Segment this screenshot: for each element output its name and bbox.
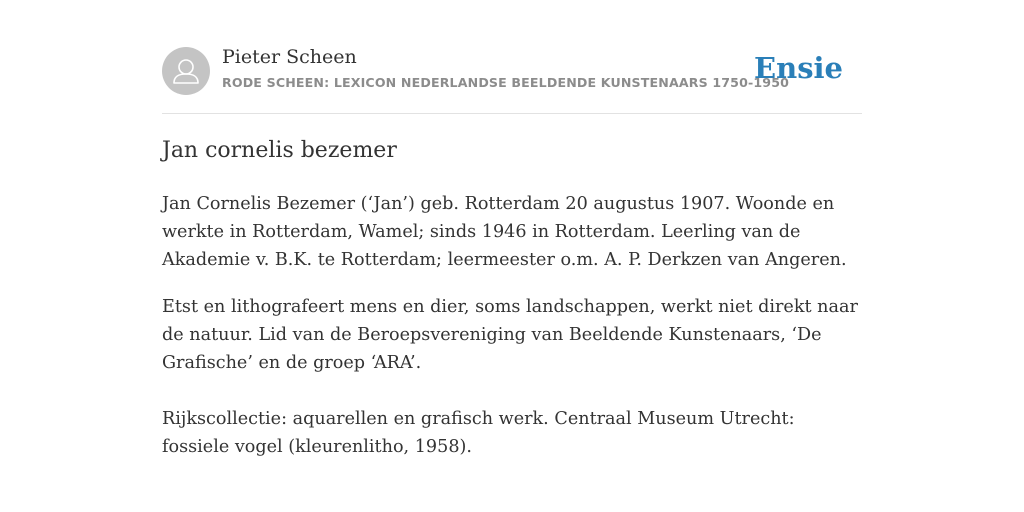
user-silhouette-icon — [162, 47, 210, 95]
article-title: Jan cornelis bezemer — [162, 138, 397, 163]
article-card — [162, 0, 862, 457]
author-avatar[interactable] — [162, 47, 210, 95]
author-name[interactable]: Pieter Scheen — [222, 46, 357, 68]
article-paragraph: Jan Cornelis Bezemer (‘Jan’) geb. Rotterdam 20 augustus 1907. Woonde en werkte in Rotterdam, Wamel; sinds 1946 in Rotterdam. Leerling van de Akademie v. B.K. te Rotterdam; leermeester o.m. A. P. Derkzen van Angeren. — [162, 194, 847, 270]
article-paragraph: Rijkscollectie: aquarellen en grafisch werk. Centraal Museum Utrecht: fossiele vogel (kleurenlitho, 1958). — [162, 409, 795, 457]
ensie-logo[interactable]: Ensie — [754, 51, 843, 85]
article-header — [162, 0, 862, 114]
source-title[interactable]: RODE SCHEEN: LEXICON NEDERLANDSE BEELDENDE KUNSTENAARS 1750-1950 — [222, 75, 790, 90]
article-paragraph: Etst en lithografeert mens en dier, soms landschappen, werkt niet direkt naar de natuur. Lid van de Beroepsvereniging van Beeldende Kunstenaars, ‘De Grafische’ en de groep ‘ARA’. — [162, 297, 858, 373]
